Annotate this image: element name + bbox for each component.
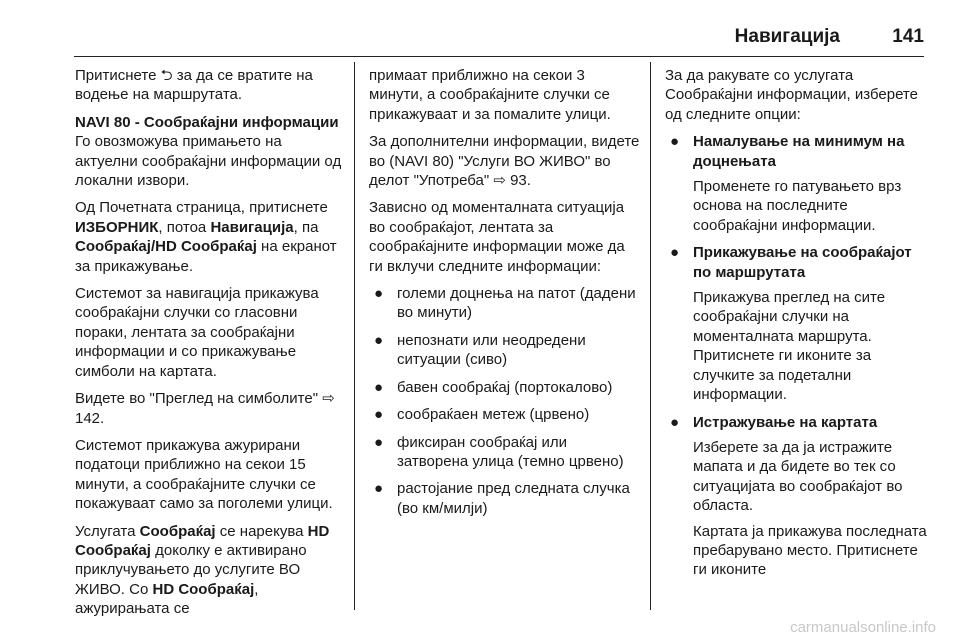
traffic-info-list	[369, 284, 641, 518]
paragraph: примаат приближно на секои 3 минути, а сообраќајните случки се прикажуваат и за помалите улици.	[369, 67, 611, 123]
text: , ажурирањата се	[75, 580, 259, 618]
service-term: Сообраќај	[139, 522, 216, 540]
text: Од Почетната страница, притиснете	[75, 199, 328, 217]
option-item	[665, 132, 927, 235]
list-item	[369, 378, 641, 397]
paragraph-text: Го овозможува примањето на актуелни сообраќајни информации од локални извори.	[75, 133, 342, 190]
column-divider-1	[354, 62, 355, 610]
bullet-icon: ●	[374, 285, 384, 303]
service-term: HD Сообраќај	[152, 580, 255, 598]
menu-term: Сообраќај/HD Сообраќај	[75, 238, 257, 256]
text: , потоа	[158, 218, 211, 236]
column-3	[665, 66, 927, 588]
option-item	[665, 413, 927, 580]
paragraph	[75, 198, 343, 276]
option-description: Картата ја прикажува последната пребарувано место. Притиснете ги иконите	[693, 522, 927, 579]
watermark: carmanualsonline.info	[790, 619, 936, 636]
list-item	[369, 284, 641, 323]
list-item-text: фиксиран сообраќај или затворена улица (темно црвено)	[397, 433, 624, 470]
list-item	[369, 331, 641, 370]
page-header	[0, 0, 960, 60]
paragraph: За дополнителни информации, видете во (NAVI 80) "Услуги ВО ЖИВО" во делот "Употреба" ⇨ 93.	[369, 133, 640, 190]
header-rule	[74, 56, 924, 57]
paragraph: Видете во "Преглед на симболите" ⇨ 142.	[75, 390, 335, 427]
menu-term: Навигација	[210, 218, 294, 236]
text: доколку е активирано приклучувањето до услугите ВО ЖИВО. Со	[75, 541, 307, 598]
option-description: Променете го патувањето врз основа на последните сообраќајни информации.	[693, 178, 902, 234]
column-2	[369, 66, 641, 526]
list-item	[369, 479, 641, 518]
bullet-icon: ●	[374, 480, 384, 498]
option-description: Изберете за да ја истражите мапата и да бидете во тек со ситуацијата во сообраќајот во областа.	[693, 438, 903, 515]
bullet-icon: ●	[670, 133, 680, 151]
section-heading: NAVI 80 - Сообраќајни информации	[75, 113, 339, 131]
option-title: Намалување на минимум на доцнењата	[693, 133, 905, 170]
text: Услугата	[75, 522, 140, 540]
paragraph: Зависно од моменталната ситуација во сообраќајот, лентата за сообраќајните информации може да ги вклучи следните информации:	[369, 199, 625, 275]
page-number: 141	[892, 26, 924, 47]
bullet-icon: ●	[374, 378, 384, 396]
list-item-text: големи доцнења на патот (дадени во минути)	[397, 285, 636, 322]
bullet-icon: ●	[374, 406, 384, 424]
list-item-text: непознати или неодредени ситуации (сиво)	[397, 331, 586, 369]
text: се нарекува	[215, 522, 308, 540]
paragraph: Системот за навигација прикажува сообраќајни случки со гласовни пораки, лентата за сообраќајни информации и со прикажување симболи на картата.	[75, 285, 319, 380]
option-title: Истражување на картата	[693, 413, 878, 431]
paragraph: Притиснете ⮌ за да се вратите на водење на маршрутата.	[75, 67, 313, 104]
bullet-icon: ●	[374, 433, 384, 451]
bullet-icon: ●	[374, 331, 384, 349]
list-item-text: растојание пред следната случка (во км/милји)	[397, 480, 630, 517]
list-item	[369, 405, 641, 424]
column-1	[75, 66, 343, 627]
service-term: HD Сообраќај	[75, 522, 330, 559]
menu-term: ИЗБОРНИК	[75, 218, 159, 236]
traffic-options-list	[665, 132, 927, 580]
paragraph: Системот прикажува ажурирани податоци приближно на секои 15 минути, а сообраќајните случки се покажуваат само за поголеми улици.	[75, 436, 333, 513]
section-navi80-traffic	[75, 113, 343, 191]
paragraph	[75, 522, 343, 619]
page-title: Навигација	[734, 26, 840, 47]
list-item-text: бавен сообраќај (портокалово)	[397, 378, 613, 396]
text: на екранот за прикажување.	[75, 238, 337, 275]
option-description: Прикажува преглед на сите сообраќајни случки на моменталната маршрута. Притиснете ги иконите за случките за подетални информации.	[693, 289, 886, 404]
bullet-icon: ●	[670, 244, 680, 262]
text: , па	[293, 218, 319, 236]
option-title: Прикажување на сообраќајот по маршрутата	[693, 244, 912, 281]
paragraph: За да ракувате со услугата Сообраќајни информации, изберете од следните опции:	[665, 67, 918, 123]
list-item-text: сообраќаен метеж (црвено)	[397, 406, 590, 424]
bullet-icon: ●	[670, 413, 680, 431]
option-item	[665, 243, 927, 404]
list-item	[369, 433, 641, 472]
column-divider-2	[650, 62, 651, 610]
